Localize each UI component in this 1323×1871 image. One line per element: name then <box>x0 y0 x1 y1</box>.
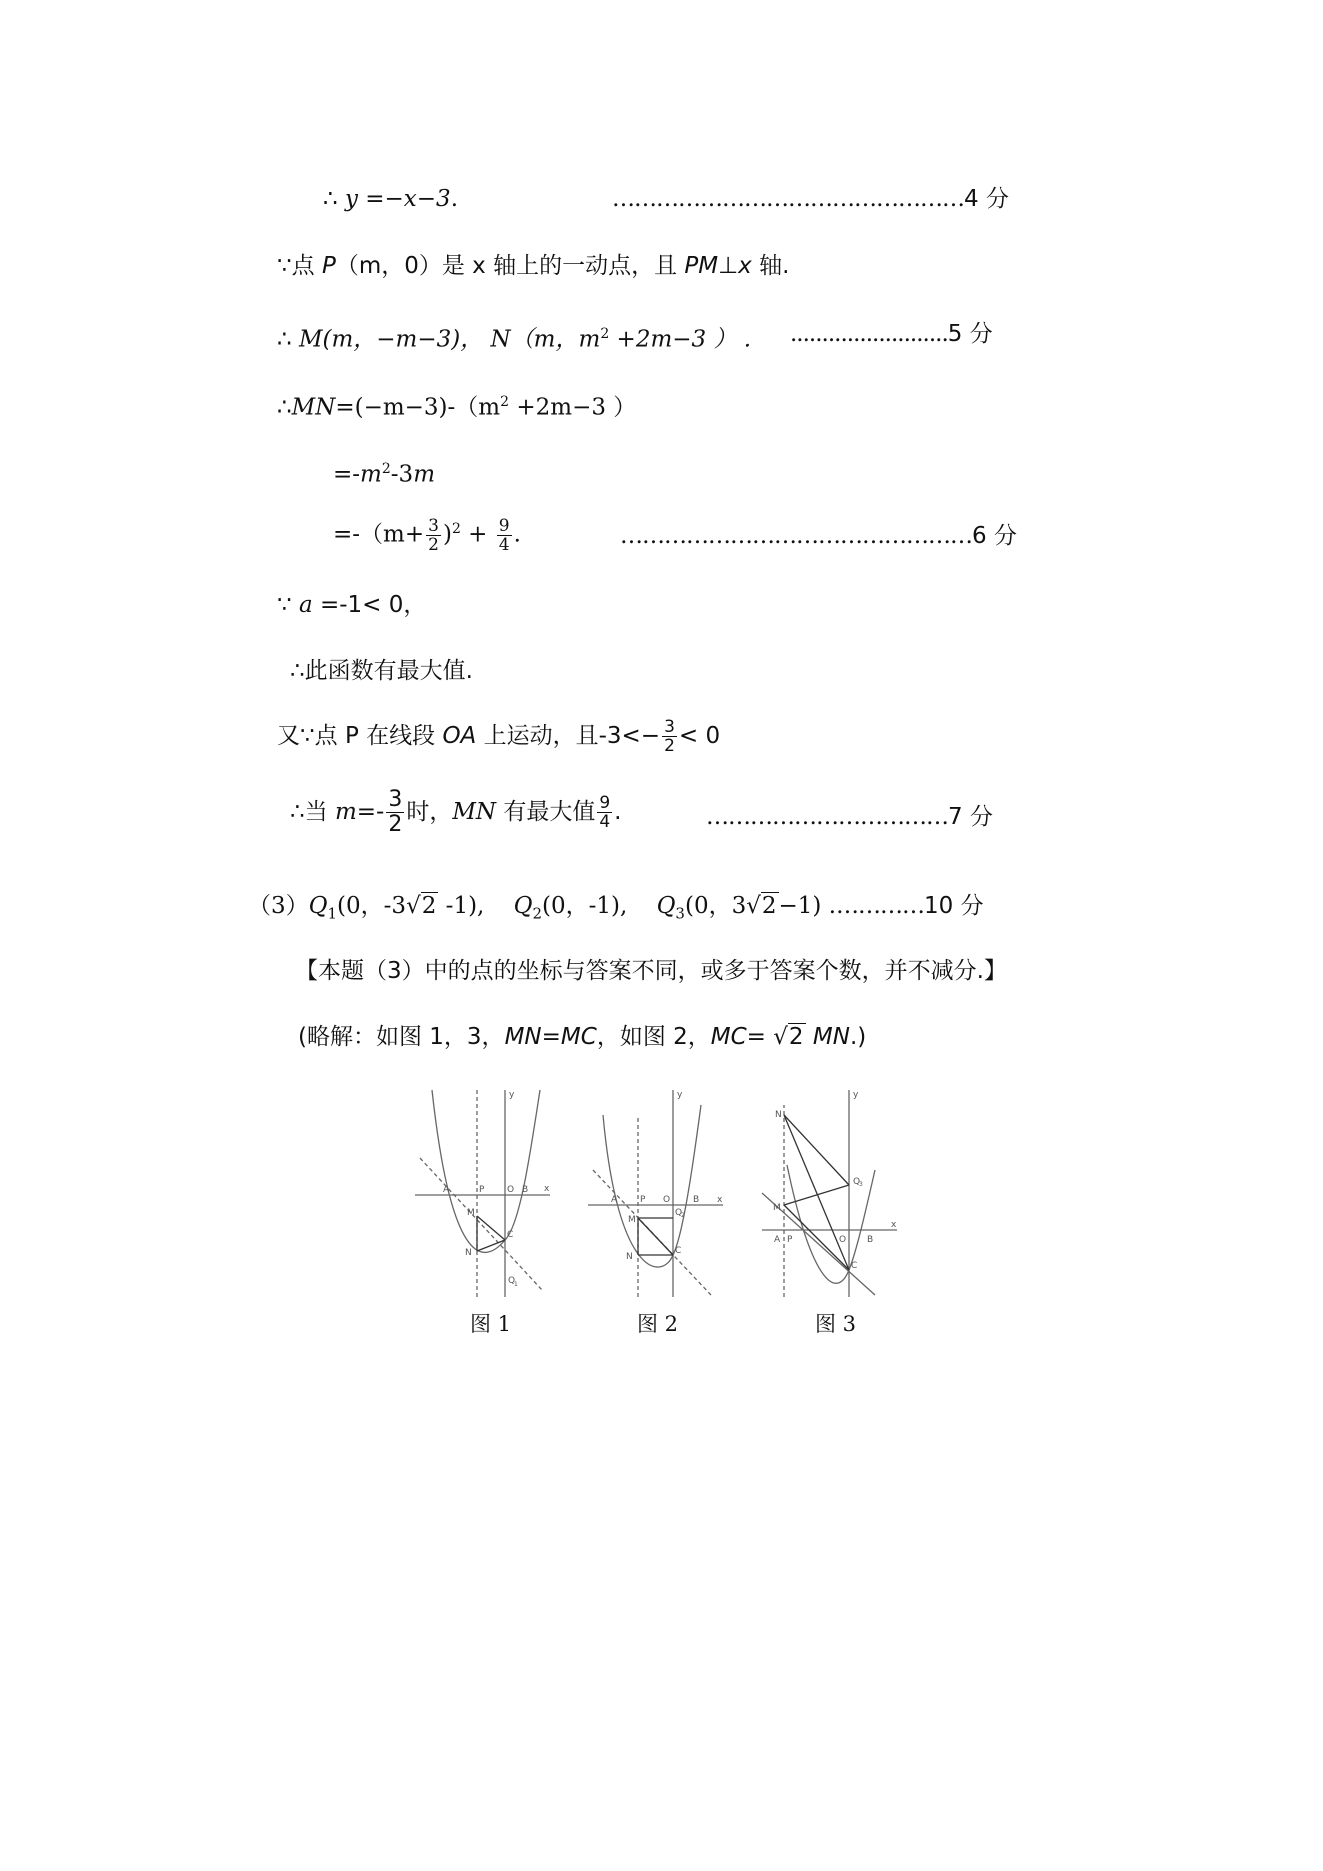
fraction-3-2: $\frac{3}{2}$ <box>428 516 439 556</box>
caption-figure-1: 图 1 <box>470 1312 512 1336</box>
label-c: C <box>675 1246 682 1256</box>
label-y: y <box>677 1090 683 1100</box>
score-line-1: …………………………………………4 分 <box>612 186 1009 212</box>
label-c: C <box>507 1230 514 1240</box>
figure-1 <box>410 1085 555 1300</box>
line-12: 【本题（3）中的点的坐标与答案不同，或多于答案个数，并不减分.】 <box>295 958 1007 984</box>
label-q-sub: 2 <box>681 1212 685 1219</box>
label-a: A <box>774 1235 781 1245</box>
sqrt-2: √2 <box>406 893 437 919</box>
label-m: M <box>467 1208 475 1218</box>
line-5: $=-m^2-3m$ <box>333 461 435 488</box>
segment-nq <box>784 1115 849 1185</box>
score-line-3: .........................5 分 <box>790 321 993 347</box>
label-n: N <box>626 1252 633 1262</box>
label-q: Q <box>508 1276 516 1286</box>
line-9: 又∵点 P 在线段 OA 上运动，且-3<− $\frac{3}{2}$ < 0 <box>277 717 721 756</box>
line-3: ∴ M(m，−m−3)， N（m，$m^2 +2m-3$ ） . <box>277 326 752 353</box>
label-p: P <box>479 1185 485 1195</box>
sqrt-2: √2 <box>746 893 777 919</box>
line-13: (略解：如图 1，3，MN=MC，如图 2，MC= √2 MN.) <box>298 1024 867 1050</box>
label-m: M <box>773 1203 781 1213</box>
label-n: N <box>775 1110 782 1120</box>
line-11: $(3)Q_1(0$，-3√2 -1), $Q_2(0$，-1), $Q_3(0$，3√2−1) .…………10 分 <box>248 893 984 923</box>
label-x: x <box>544 1184 550 1194</box>
line-4: $\therefore MN=(-m-3)-(m^2 +2m-3$ ） <box>277 394 637 421</box>
sqrt-2: √2 <box>773 1024 804 1050</box>
label-p: P <box>640 1195 646 1205</box>
label-b: B <box>867 1235 874 1245</box>
label-x: x <box>891 1220 897 1230</box>
line-10: ∴当 m=- $\frac{3}{2}$ 时，MN 有最大值 $\frac{9}{4}$ . <box>290 787 622 837</box>
label-o: O <box>839 1235 847 1245</box>
label-a: A <box>443 1185 450 1195</box>
label-m: M <box>628 1215 636 1225</box>
label-q: Q <box>853 1177 861 1187</box>
parabola <box>603 1105 701 1267</box>
figure-2 <box>583 1085 728 1300</box>
label-p: P <box>787 1235 793 1245</box>
label-q-sub: 1 <box>514 1281 518 1288</box>
score-line-6: …………………………………………6 分 <box>620 523 1017 549</box>
label-c: C <box>851 1261 858 1271</box>
line-1: ∴ y =−x−3. <box>323 186 458 212</box>
label-a: A <box>611 1195 618 1205</box>
score-line-10: ……………………………7 分 <box>706 804 993 830</box>
label-q-sub: 3 <box>859 1181 863 1188</box>
segment-mc <box>638 1218 673 1255</box>
line-8: ∴此函数有最大值. <box>290 658 473 684</box>
label-y: y <box>853 1090 859 1100</box>
line-ac <box>420 1158 542 1290</box>
line-2: ∵点 P（m，0）是 x 轴上的一动点，且 PM⊥x 轴. <box>277 253 790 279</box>
parabola <box>432 1090 540 1252</box>
line-6: =-（m+ $\frac{3}{2}$ )$^2$ + $\frac{9}{4}$ . <box>333 516 521 556</box>
label-n: N <box>465 1248 472 1258</box>
fraction-3-2: $\frac{3}{2}$ <box>664 717 675 756</box>
fraction-3-2: $\frac{3}{2}$ <box>388 787 403 837</box>
fraction-9-4: $\frac{9}{4}$ <box>498 516 510 556</box>
label-o: O <box>663 1195 671 1205</box>
figure-3 <box>757 1085 902 1300</box>
line-7: ∵ a =-1< 0， <box>277 592 427 618</box>
label-b: B <box>522 1185 529 1195</box>
segment-mc <box>477 1216 505 1240</box>
fraction-9-4: $\frac{9}{4}$ <box>599 793 611 832</box>
label-b: B <box>693 1195 700 1205</box>
label-o: O <box>507 1185 515 1195</box>
label-x: x <box>717 1195 723 1205</box>
label-q: Q <box>675 1208 683 1218</box>
label-y: y <box>509 1090 515 1100</box>
caption-figure-2: 图 2 <box>637 1312 679 1336</box>
caption-figure-3: 图 3 <box>815 1312 857 1336</box>
